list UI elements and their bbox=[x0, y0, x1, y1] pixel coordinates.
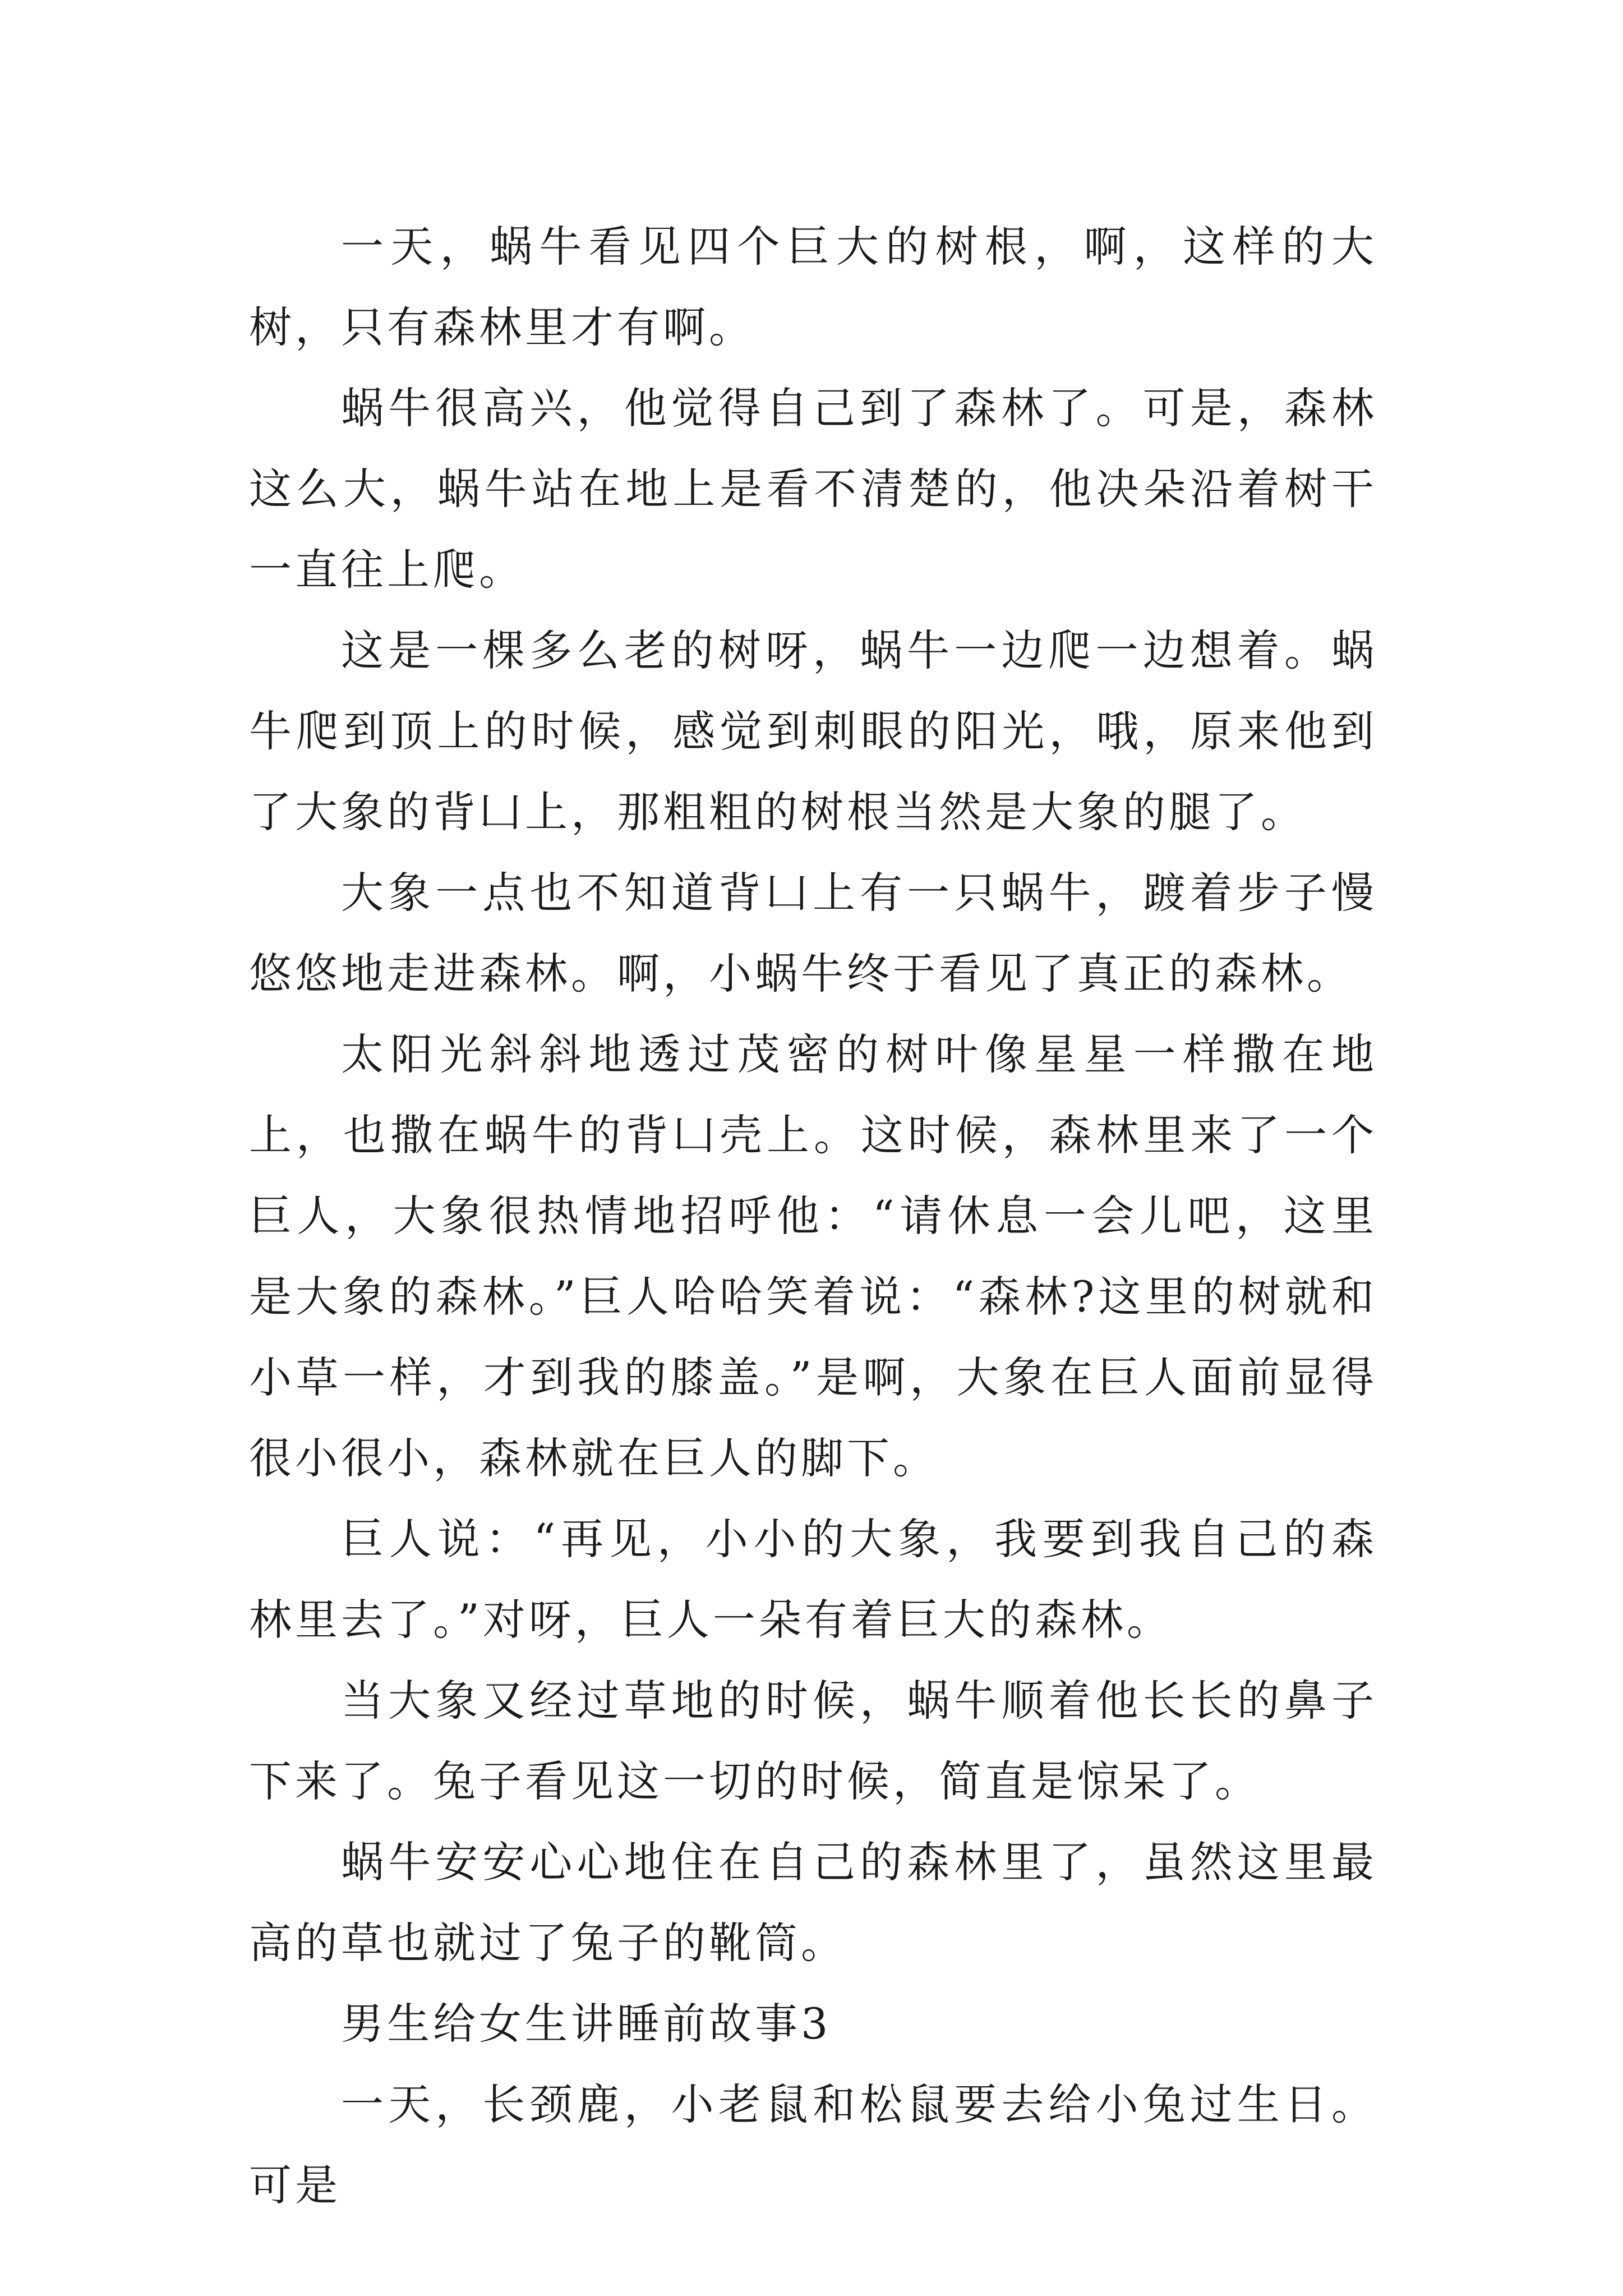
paragraph: 蜗牛安安心心地住在自己的森林里了，虽然这里最高的草也就过了兔子的靴筒。 bbox=[249, 1837, 1377, 1968]
paragraph: 巨人说：“再见，小小的大象，我要到我自己的森林里去了。”对呀，巨人一朵有着巨大的森林。 bbox=[249, 1514, 1377, 1645]
paragraph: 大象一点也不知道背凵上有一只蜗牛，踱着步子慢悠悠地走进森林。啊，小蜗牛终于看见了真正的森林。 bbox=[249, 868, 1377, 999]
section-heading: 男生给女生讲睡前故事3 bbox=[341, 1999, 832, 2049]
paragraph: 太阳光斜斜地透过茂密的树叶像星星一样撒在地上，也撒在蜗牛的背凵壳上。这时候，森林里来了一个巨人，大象很热情地招呼他：“请休息一会儿吧，这里是大象的森林。”巨人哈哈笑着说：“森林?这里的树就和小草一样，才到我的膝盖。”是啊，大象在巨人面前显得很小很小，森林就在巨人的脚下。 bbox=[249, 1029, 1377, 1483]
document-body bbox=[249, 206, 1377, 2226]
paragraph: 这是一棵多么老的树呀，蜗牛一边爬一边想着。蜗牛爬到顶上的时候，感觉到刺眼的阳光，哦，原来他到了大象的背凵上，那粗粗的树根当然是大象的腿了。 bbox=[249, 625, 1377, 837]
paragraph: 一天，长颈鹿，小老鼠和松鼠要去给小兔过生日。可是 bbox=[249, 2079, 1377, 2210]
paragraph: 蜗牛很高兴，他觉得自己到了森林了。可是，森林这么大，蜗牛站在地上是看不清楚的，他决朵沿着树干一直往上爬。 bbox=[249, 383, 1377, 595]
paragraph: 一天，蜗牛看见四个巨大的树根，啊，这样的大树，只有森林里才有啊。 bbox=[249, 222, 1377, 352]
paragraph: 当大象又经过草地的时候，蜗牛顺着他长长的鼻子下来了。兔子看见这一切的时候，简直是惊呆了。 bbox=[249, 1676, 1377, 1806]
